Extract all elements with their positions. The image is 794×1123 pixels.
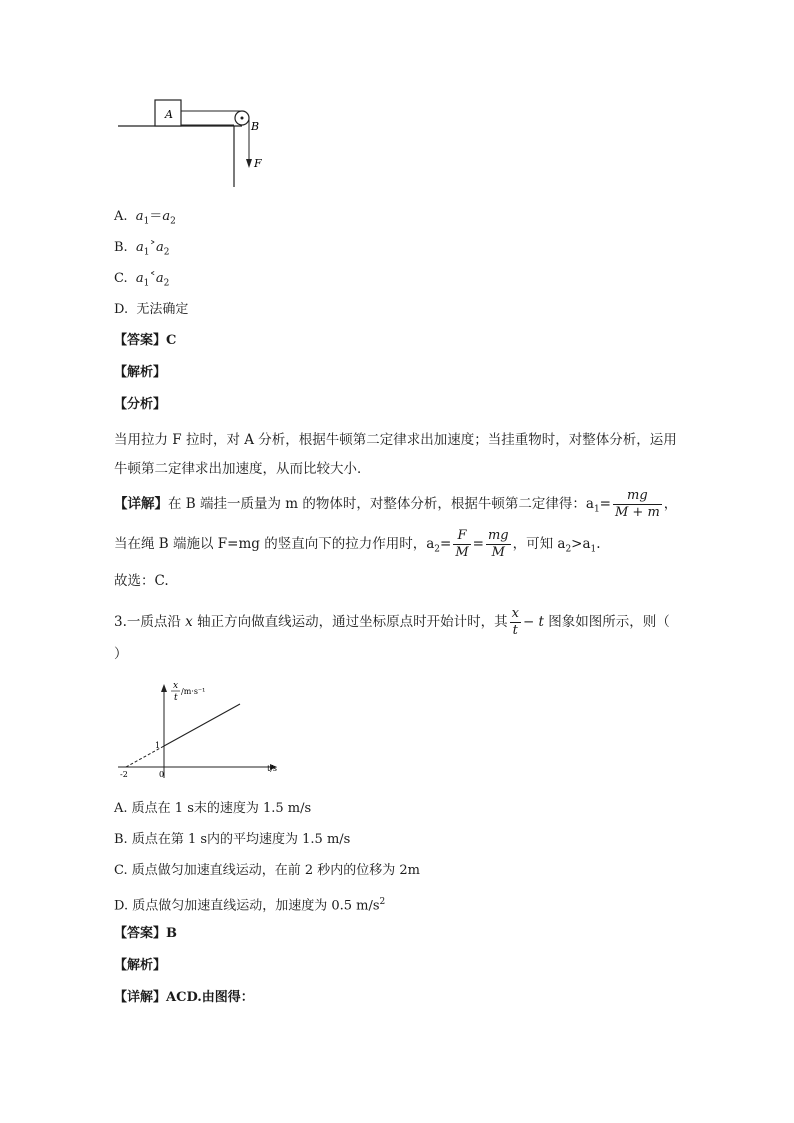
y-label-num: x [173,681,179,691]
q2-analysis-text: 当用拉力 F 拉时，对 A 分析，根据牛顿第二定律求出加速度；当挂重物时，对整体分析，运用牛顿第二定律求出加速度，从而比较大小． [114,432,677,477]
q2-detail-line-2: 当在绳 B 端施以 F=mg 的竖直向下的拉力作用时，$a_2=$ $\frac{F}{M}$ = $\frac{mg}{M}$ ，可知 $a_2>a_1$. [114,528,601,560]
q3-option-a: A. 质点在 1 s末的速度为 1.5 m/s [114,801,312,816]
pulley-b-label: B [251,120,260,133]
block-pulley-figure [110,95,280,195]
xt-t-graph [110,678,290,783]
fraction-mg-over-m: $\frac{mg}{M}$ [487,528,509,560]
q3-option-b: B. 质点在第 1 s内的平均速度为 1.5 m/s [114,832,351,847]
y-label-unit: /m·s⁻¹ [181,687,206,696]
q3-detail: 【详解】ACD.由图得： [114,990,254,1005]
x-axis-label: t/s [267,764,278,773]
q3-option-c: C. 质点做匀加速直线运动，在前 2 秒内的位移为 2m [114,863,421,878]
q3-option-d: D. 质点做匀加速直线运动，加速度为 0.5 $m/s^2$ [114,897,386,914]
tick-y-1: 1 [155,741,161,750]
q2-jiexi-heading: 【解析】 [114,365,167,380]
q2-detail-line-1: 【详解】在 B 端挂一质量为 m 的物体时，对整体分析，根据牛顿第二定律得：$a_1=$ $\frac{mg}{M + m}$ ， [114,488,678,520]
y-label-den: t [174,693,178,703]
q2-option-d: D. 无法确定 [114,302,189,317]
q3-answer: 【答案】B [114,926,177,941]
q2-option-b: B. $a_1˃a_2$ [114,240,170,258]
q2-fenxi-heading: 【分析】 [114,397,167,412]
q2-answer: 【答案】C [114,333,177,348]
q3-stem-close: ） [114,646,128,662]
force-f-label: F [254,157,262,170]
q3-jiexi-heading: 【解析】 [114,958,167,973]
tick-x-minus-2: -2 [120,770,128,779]
tick-origin: 0 [159,770,165,779]
q3-stem: 3.一质点沿 x 轴正方向做直线运动，通过坐标原点时开始计时，其 $\frac{x}{t}$ − t 图象如图所示，则（ [114,606,670,638]
y-axis-arrow [161,684,167,692]
q2-option-c: C. $a_1˂a_2$ [114,271,170,289]
graph-line [164,704,240,746]
block-a-label: A [165,108,173,121]
fraction-f-over-m: $\frac{F}{M}$ [455,528,469,560]
q2-choice: 故选：C. [114,573,169,589]
fraction-x-over-t: $\frac{x}{t}$ [511,606,519,638]
q2-option-a: A. $a_1=a_2$ [114,209,176,227]
force-arrow-head [246,159,252,168]
fraction-mg-over-m-plus-m: $\frac{mg}{M + m}$ [614,488,660,520]
